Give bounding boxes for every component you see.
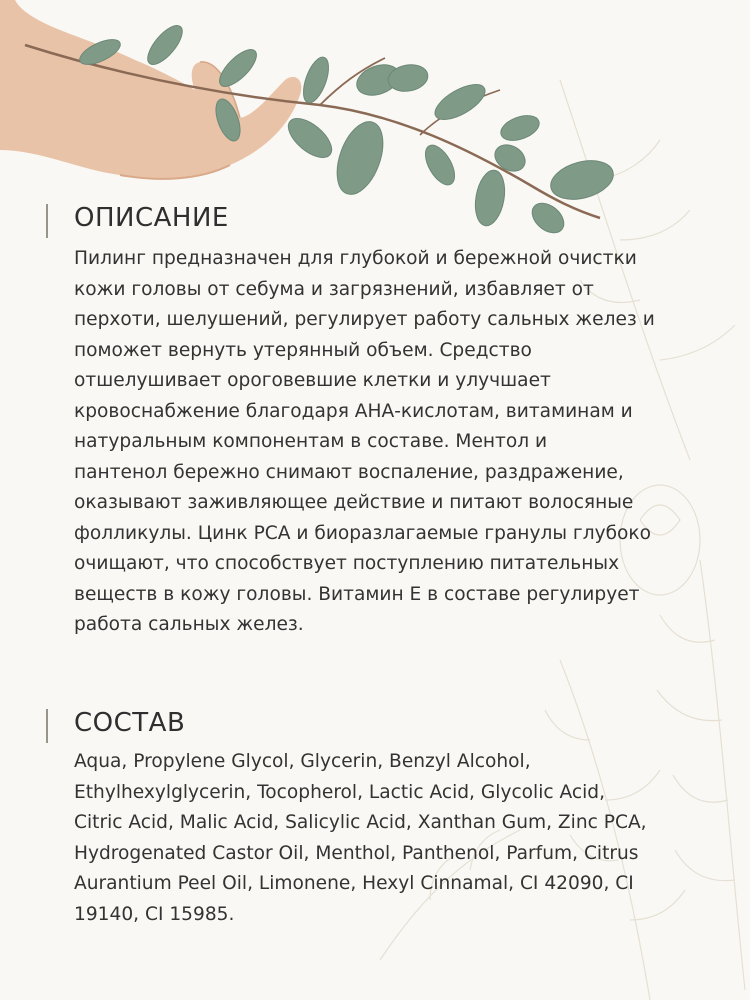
description-section [46,200,706,641]
description-line: кожи головы от себума и загрязнений, избавляет от [74,278,594,300]
description-title: ОПИСАНИЕ [74,203,229,233]
description-line: очищают, что способствует поступлению питательных [74,553,620,574]
composition-section [46,705,706,930]
description-line: фолликулы. Цинк РСА и биоразлагаемые гранулы глубоко [74,522,652,544]
description-line: перхоти, шелушений, регулирует работу сальных желез и [74,309,655,330]
description-line: поможет вернуть утерянный объем. Средство [74,339,532,361]
description-text [46,244,706,641]
composition-line: 19140, CI 15985. [74,903,235,925]
description-line: оказывают заживляющее действие и питают волосяные [74,492,634,513]
section-divider [46,204,48,238]
composition-text [46,747,706,930]
description-line: работа сальных желез. [74,614,304,635]
description-line: натуральным компонентам в составе. Ментол и [74,431,548,452]
composition-line: Aurantium Peel Oil, Limonene, Hexyl Cinnamal, CI 42090, CI [74,873,634,894]
hand-icon [0,0,301,179]
composition-line: Hydrogenated Castor Oil, Menthol, Panthenol, Parfum, Citrus [74,842,639,864]
description-line: веществ в кожу головы. Витамин Е в составе регулирует [74,583,640,605]
composition-line: Citric Acid, Malic Acid, Salicylic Acid, Xanthan Gum, Zinc PCA, [74,812,647,833]
description-line: пантенол бережно снимают воспаление, раздражение, [74,461,624,483]
description-line: Пилинг предназначен для глубокой и бережной очистки [74,248,637,269]
section-divider [46,709,48,743]
composition-line: Aqua, Propylene Glycol, Glycerin, Benzyl Alcohol, [74,751,531,772]
composition-line: Ethylhexylglycerin, Tocopherol, Lactic Acid, Glycolic Acid, [74,781,606,803]
description-line: отшелушивает ороговевшие клетки и улучшает [74,370,551,391]
description-line: кровоснабжение благодаря АНА-кислотам, витаминам и [74,400,633,422]
composition-title: СОСТАВ [74,708,186,738]
